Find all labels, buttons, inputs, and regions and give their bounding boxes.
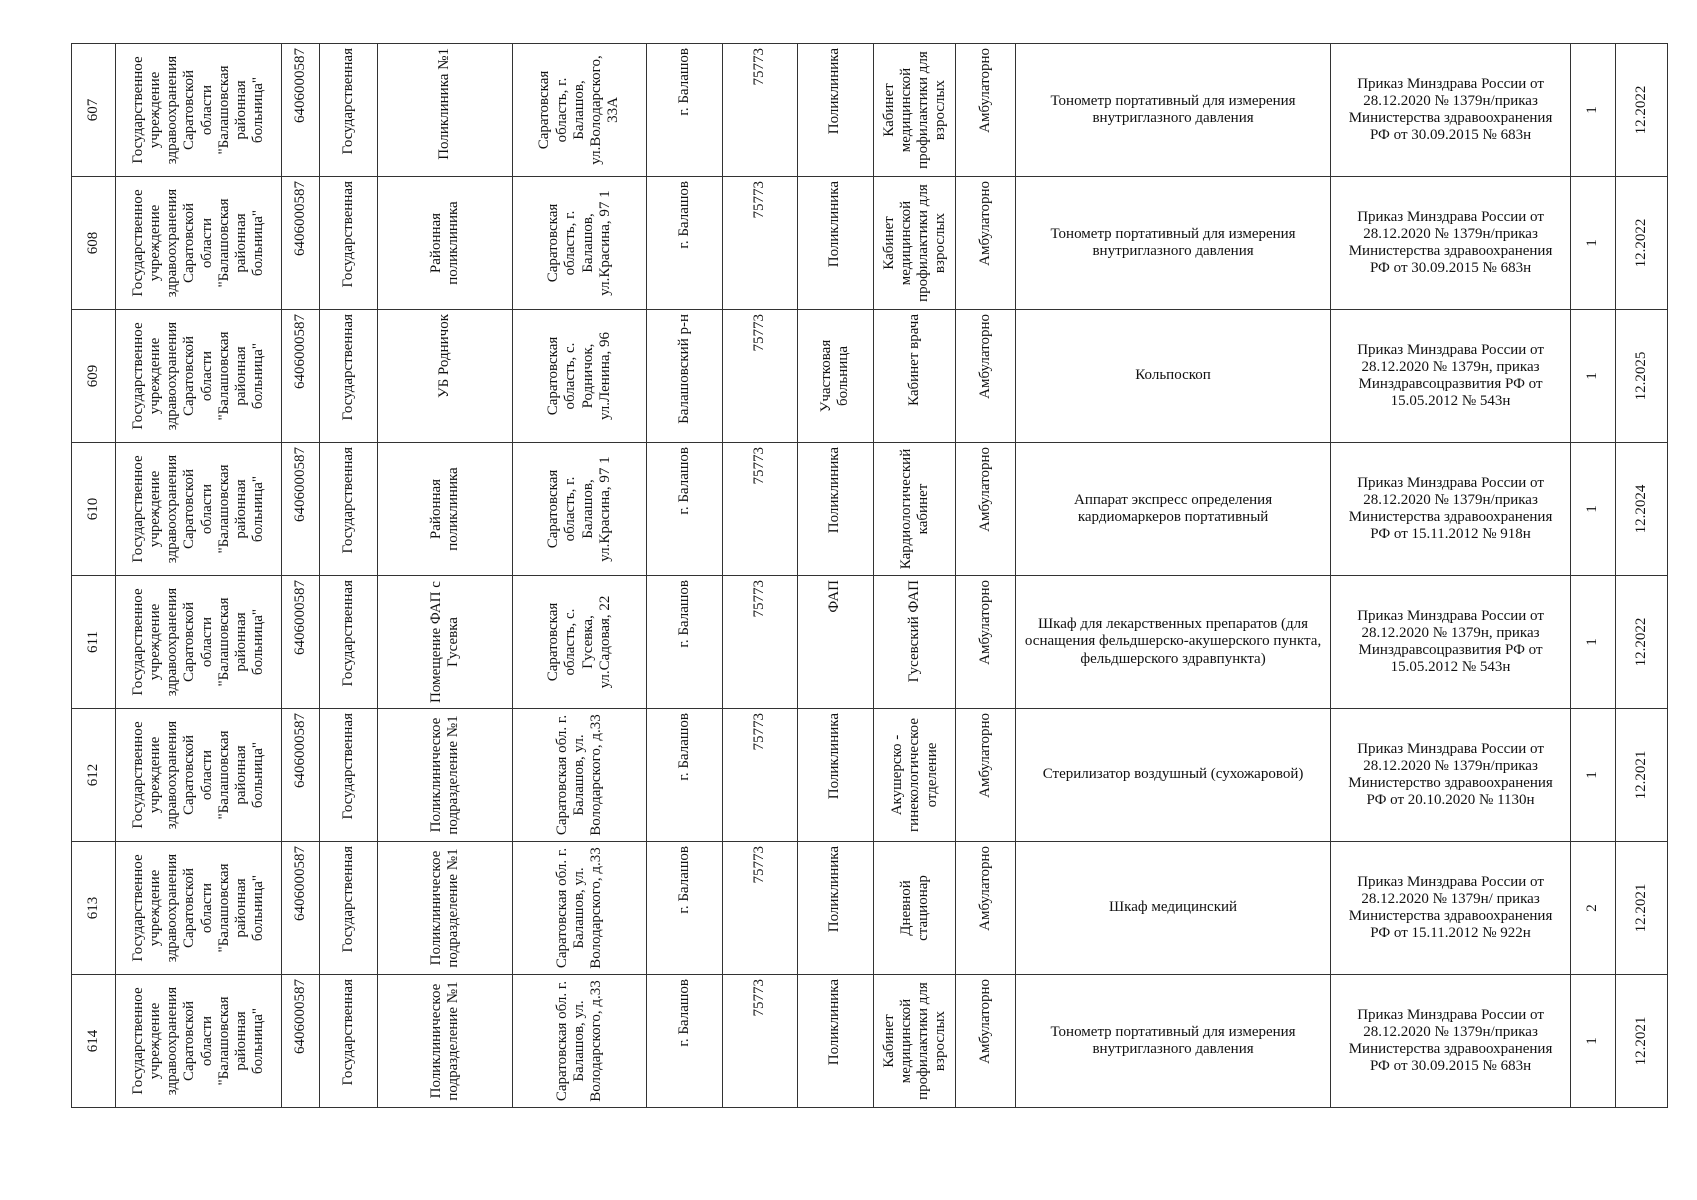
cell-org-text: Государственное учреждение здравоохранения Саратовской области "Балашовская районная больница" <box>129 321 267 431</box>
cell-equipment-text: Аппарат экспресс определения кардиомаркеров портативный <box>1073 491 1273 525</box>
cell-locality <box>646 709 722 842</box>
cell-address-text: Саратовская обл. г. Балашов, ул. Володарского, д.33 <box>553 714 605 836</box>
table-row <box>72 975 1668 1108</box>
cell-locality-text: г. Балашов <box>675 979 692 1047</box>
cell-date <box>1615 177 1667 310</box>
cell-type-text: Поликлиника <box>826 447 843 534</box>
table-row <box>72 576 1668 709</box>
cell-num-text: 611 <box>84 631 101 653</box>
cell-locality-text: г. Балашов <box>675 447 692 515</box>
cell-form-text: Государственная <box>340 314 357 421</box>
cell-num-text: 608 <box>84 231 101 255</box>
cell-locality <box>646 44 722 177</box>
cell-care <box>956 310 1016 443</box>
cell-subdivision-text: Районная поликлиника <box>427 467 462 551</box>
cell-oktmo <box>723 576 798 709</box>
cell-form-text: Государственная <box>340 846 357 953</box>
cell-address <box>513 576 647 709</box>
cell-order <box>1331 709 1570 842</box>
cell-address-text: Саратовская область, с. Гусевка, ул.Садовая, 22 <box>545 595 613 689</box>
cell-order-text: Приказ Минздрава России от 28.12.2020 № 1379н/приказ Министерства здравоохранения РФ от 30.09.2015 № 683н <box>1348 75 1553 144</box>
cell-inn-text: 6406000587 <box>291 48 308 123</box>
cell-department-text: Дневной стационар <box>897 875 931 941</box>
cell-num <box>72 177 116 310</box>
cell-num <box>72 310 116 443</box>
cell-num-text: 612 <box>84 763 101 787</box>
cell-subdivision-text: Поликлиника №1 <box>436 48 453 160</box>
cell-department-text: Гусевский ФАП <box>905 580 922 683</box>
cell-num <box>72 443 116 576</box>
cell-equipment <box>1015 709 1331 842</box>
cell-inn-text: 6406000587 <box>291 314 308 389</box>
cell-qty-text: 1 <box>1584 505 1601 513</box>
cell-inn-text: 6406000587 <box>291 713 308 788</box>
cell-subdivision-text: Поликлиническое подразделение №1 <box>427 981 462 1101</box>
cell-locality-text: г. Балашов <box>675 713 692 781</box>
cell-address <box>513 842 647 975</box>
cell-type-text: Поликлиника <box>826 846 843 933</box>
cell-inn <box>282 177 320 310</box>
cell-oktmo <box>723 443 798 576</box>
cell-date <box>1615 709 1667 842</box>
cell-order <box>1331 975 1570 1108</box>
cell-address <box>513 177 647 310</box>
cell-department-text: Кабинет медицинской профилактики для взрослых <box>880 51 948 169</box>
cell-org-text: Государственное учреждение здравоохранения Саратовской области "Балашовская районная больница" <box>129 587 267 697</box>
cell-care-text: Амбулаторно <box>977 979 994 1064</box>
cell-inn <box>282 709 320 842</box>
cell-address <box>513 975 647 1108</box>
cell-inn <box>282 310 320 443</box>
cell-qty-text: 1 <box>1584 638 1601 646</box>
cell-locality-text: Балашовский р-н <box>675 314 692 424</box>
cell-org <box>115 44 281 177</box>
cell-inn-text: 6406000587 <box>291 979 308 1054</box>
cell-type-text: Участковая больница <box>818 339 852 413</box>
cell-oktmo <box>723 975 798 1108</box>
cell-inn-text: 6406000587 <box>291 447 308 522</box>
cell-locality <box>646 842 722 975</box>
cell-inn <box>282 576 320 709</box>
cell-form-text: Государственная <box>340 580 357 687</box>
cell-equipment-text: Тонометр портативный для измерения внутриглазного давления <box>1050 1023 1296 1057</box>
cell-subdivision-text: Поликлиническое подразделение №1 <box>427 715 462 835</box>
cell-type <box>798 44 873 177</box>
cell-qty <box>1570 842 1615 975</box>
cell-oktmo-text: 75773 <box>751 48 768 86</box>
cell-org-text: Государственное учреждение здравоохранения Саратовской области "Балашовская районная больница" <box>129 55 267 165</box>
cell-order <box>1331 44 1570 177</box>
cell-form-text: Государственная <box>340 48 357 155</box>
cell-org-text: Государственное учреждение здравоохранения Саратовской области "Балашовская районная больница" <box>129 853 267 963</box>
cell-qty <box>1570 310 1615 443</box>
cell-qty-text: 1 <box>1584 372 1601 380</box>
cell-date <box>1615 975 1667 1108</box>
cell-num-text: 607 <box>84 98 101 122</box>
cell-form-text: Государственная <box>340 181 357 288</box>
table-body <box>72 44 1668 1108</box>
table-row <box>72 44 1668 177</box>
cell-subdivision <box>378 44 513 177</box>
table-row <box>72 709 1668 842</box>
cell-order-text: Приказ Минздрава России от 28.12.2020 № 1379н/приказ Министерства здравоохранения РФ от 15.11.2012 № 918н <box>1348 474 1553 543</box>
cell-oktmo <box>723 44 798 177</box>
cell-form <box>319 709 378 842</box>
cell-locality-text: г. Балашов <box>675 181 692 249</box>
cell-org-text: Государственное учреждение здравоохранения Саратовской области "Балашовская районная больница" <box>129 986 267 1096</box>
cell-form-text: Государственная <box>340 447 357 554</box>
cell-equipment-text: Стерилизатор воздушный (сухожаровой) <box>1042 766 1304 783</box>
cell-type-text: Поликлиника <box>826 979 843 1066</box>
cell-department <box>873 44 956 177</box>
cell-equipment <box>1015 842 1331 975</box>
cell-num <box>72 975 116 1108</box>
cell-department <box>873 576 956 709</box>
table-row <box>72 310 1668 443</box>
cell-address-text: Саратовская область, г. Балашов, ул.Володарского, 33А <box>536 55 622 165</box>
cell-form-text: Государственная <box>340 979 357 1086</box>
cell-org <box>115 975 281 1108</box>
table-row <box>72 177 1668 310</box>
cell-department <box>873 177 956 310</box>
cell-inn <box>282 975 320 1108</box>
cell-org <box>115 842 281 975</box>
cell-num <box>72 576 116 709</box>
cell-equipment <box>1015 576 1331 709</box>
cell-care <box>956 44 1016 177</box>
cell-locality <box>646 443 722 576</box>
cell-type-text: Поликлиника <box>826 181 843 268</box>
cell-subdivision-text: Районная поликлиника <box>427 201 462 285</box>
cell-date-text: 12.2022 <box>1632 218 1649 268</box>
cell-order <box>1331 443 1570 576</box>
cell-qty <box>1570 576 1615 709</box>
cell-date-text: 12.2021 <box>1632 750 1649 800</box>
cell-subdivision <box>378 842 513 975</box>
cell-qty-text: 2 <box>1584 904 1601 912</box>
cell-address-text: Саратовская обл. г. Балашов, ул. Володарского, д.33 <box>553 980 605 1102</box>
cell-date-text: 12.2022 <box>1632 85 1649 135</box>
cell-equipment <box>1015 177 1331 310</box>
cell-locality-text: г. Балашов <box>675 48 692 116</box>
cell-org <box>115 310 281 443</box>
cell-locality <box>646 177 722 310</box>
cell-address-text: Саратовская обл. г. Балашов, ул. Володарского, д.33 <box>553 847 605 969</box>
cell-oktmo <box>723 177 798 310</box>
cell-care <box>956 709 1016 842</box>
cell-form <box>319 177 378 310</box>
cell-date-text: 12.2022 <box>1632 617 1649 667</box>
cell-department-text: Кабинет медицинской профилактики для взрослых <box>880 982 948 1100</box>
cell-locality <box>646 576 722 709</box>
cell-oktmo-text: 75773 <box>751 846 768 884</box>
cell-num-text: 610 <box>84 497 101 521</box>
cell-department <box>873 310 956 443</box>
cell-subdivision <box>378 443 513 576</box>
cell-order-text: Приказ Минздрава России от 28.12.2020 № 1379н/приказ Министерства здравоохранения РФ от 30.09.2015 № 683н <box>1348 1006 1553 1075</box>
cell-qty <box>1570 44 1615 177</box>
cell-num-text: 614 <box>84 1029 101 1053</box>
cell-date <box>1615 842 1667 975</box>
cell-form <box>319 443 378 576</box>
cell-order <box>1331 576 1570 709</box>
cell-date <box>1615 576 1667 709</box>
cell-care-text: Амбулаторно <box>977 314 994 399</box>
cell-type <box>798 443 873 576</box>
cell-subdivision <box>378 576 513 709</box>
cell-order <box>1331 177 1570 310</box>
cell-department-text: Кардиологический кабинет <box>897 448 931 570</box>
cell-type-text: Поликлиника <box>826 713 843 800</box>
cell-org <box>115 709 281 842</box>
cell-department <box>873 842 956 975</box>
cell-equipment <box>1015 443 1331 576</box>
cell-org <box>115 177 281 310</box>
cell-oktmo-text: 75773 <box>751 580 768 618</box>
cell-locality <box>646 310 722 443</box>
cell-equipment-text: Шкаф медицинский <box>1109 899 1238 916</box>
cell-qty-text: 1 <box>1584 106 1601 114</box>
cell-qty-text: 1 <box>1584 771 1601 779</box>
cell-date-text: 12.2025 <box>1632 351 1649 401</box>
cell-department-text: Кабинет врача <box>905 314 922 406</box>
cell-form <box>319 975 378 1108</box>
cell-care <box>956 443 1016 576</box>
cell-date <box>1615 44 1667 177</box>
cell-type <box>798 842 873 975</box>
cell-address <box>513 443 647 576</box>
cell-oktmo-text: 75773 <box>751 447 768 485</box>
cell-equipment-text: Тонометр портативный для измерения внутриглазного давления <box>1050 225 1296 259</box>
cell-form <box>319 310 378 443</box>
cell-address <box>513 44 647 177</box>
cell-inn <box>282 44 320 177</box>
cell-qty <box>1570 177 1615 310</box>
cell-department <box>873 443 956 576</box>
cell-locality-text: г. Балашов <box>675 846 692 914</box>
cell-address-text: Саратовская область, г. Балашов, ул.Красина, 97 1 <box>545 456 613 562</box>
cell-care-text: Амбулаторно <box>977 447 994 532</box>
cell-form-text: Государственная <box>340 713 357 820</box>
cell-oktmo <box>723 842 798 975</box>
cell-type <box>798 709 873 842</box>
cell-care-text: Амбулаторно <box>977 48 994 133</box>
cell-care-text: Амбулаторно <box>977 713 994 798</box>
table-row <box>72 842 1668 975</box>
cell-qty <box>1570 443 1615 576</box>
cell-care <box>956 842 1016 975</box>
cell-equipment-text: Тонометр портативный для измерения внутриглазного давления <box>1050 92 1296 126</box>
cell-inn-text: 6406000587 <box>291 846 308 921</box>
cell-inn <box>282 842 320 975</box>
cell-subdivision-text: Помещение ФАП с Гусевка <box>427 581 462 703</box>
cell-oktmo <box>723 709 798 842</box>
cell-address <box>513 709 647 842</box>
cell-care <box>956 975 1016 1108</box>
cell-type-text: ФАП <box>826 580 843 613</box>
cell-equipment <box>1015 310 1331 443</box>
cell-num <box>72 842 116 975</box>
cell-form <box>319 842 378 975</box>
cell-form <box>319 44 378 177</box>
cell-org-text: Государственное учреждение здравоохранения Саратовской области "Балашовская районная больница" <box>129 188 267 298</box>
cell-subdivision <box>378 310 513 443</box>
cell-order-text: Приказ Минздрава России от 28.12.2020 № 1379н/ приказ Министерства здравоохранения РФ от 15.11.2012 № 922н <box>1348 873 1553 942</box>
cell-equipment-text: Кольпоскоп <box>1135 367 1211 384</box>
cell-order-text: Приказ Минздрава России от 28.12.2020 № 1379н/приказ Министерства здравоохранения РФ от 30.09.2015 № 683н <box>1348 208 1553 277</box>
cell-org <box>115 576 281 709</box>
cell-date <box>1615 443 1667 576</box>
cell-type <box>798 576 873 709</box>
cell-care <box>956 177 1016 310</box>
cell-department-text: Акушерско - гинекологическое отделение <box>888 718 940 832</box>
cell-order <box>1331 310 1570 443</box>
cell-qty-text: 1 <box>1584 1037 1601 1045</box>
cell-address <box>513 310 647 443</box>
cell-equipment <box>1015 44 1331 177</box>
cell-address-text: Саратовская область, с. Родничок, ул.Ленина, 96 <box>545 331 613 421</box>
cell-inn-text: 6406000587 <box>291 580 308 655</box>
cell-order-text: Приказ Минздрава России от 28.12.2020 № 1379н, приказ Минздравсоцразвития РФ от 15.05.2012 № 543н <box>1357 607 1544 676</box>
cell-subdivision <box>378 709 513 842</box>
cell-type <box>798 310 873 443</box>
cell-subdivision <box>378 975 513 1108</box>
table-row <box>72 443 1668 576</box>
cell-form <box>319 576 378 709</box>
cell-type <box>798 975 873 1108</box>
cell-locality-text: г. Балашов <box>675 580 692 648</box>
cell-inn <box>282 443 320 576</box>
cell-order-text: Приказ Минздрава России от 28.12.2020 № 1379н, приказ Минздравсоцразвития РФ от 15.05.2012 № 543н <box>1357 341 1544 410</box>
cell-num <box>72 44 116 177</box>
cell-order-text: Приказ Минздрава России от 28.12.2020 № 1379н/приказ Министерство здравоохранения РФ от 20.10.2020 № 1130н <box>1348 740 1553 809</box>
cell-subdivision-text: УБ Родничок <box>436 314 453 399</box>
cell-qty <box>1570 709 1615 842</box>
cell-department <box>873 709 956 842</box>
cell-subdivision <box>378 177 513 310</box>
cell-date-text: 12.2021 <box>1632 1016 1649 1066</box>
cell-type <box>798 177 873 310</box>
cell-department <box>873 975 956 1108</box>
cell-oktmo-text: 75773 <box>751 979 768 1017</box>
cell-oktmo-text: 75773 <box>751 181 768 219</box>
cell-order <box>1331 842 1570 975</box>
cell-care-text: Амбулаторно <box>977 181 994 266</box>
cell-equipment-text: Шкаф для лекарственных препаратов (для оснащения фельдшерско-акушерского пункта, фельдшерского здравпункта) <box>1024 616 1322 667</box>
cell-oktmo-text: 75773 <box>751 314 768 352</box>
cell-qty-text: 1 <box>1584 239 1601 247</box>
cell-date-text: 12.2021 <box>1632 883 1649 933</box>
cell-date-text: 12.2024 <box>1632 484 1649 534</box>
equipment-table <box>71 43 1668 1108</box>
cell-department-text: Кабинет медицинской профилактики для взрослых <box>880 184 948 302</box>
cell-inn-text: 6406000587 <box>291 181 308 256</box>
cell-equipment <box>1015 975 1331 1108</box>
cell-qty <box>1570 975 1615 1108</box>
cell-org-text: Государственное учреждение здравоохранения Саратовской области "Балашовская районная больница" <box>129 454 267 564</box>
cell-subdivision-text: Поликлиническое подразделение №1 <box>427 848 462 968</box>
cell-num-text: 613 <box>84 896 101 920</box>
cell-org-text: Государственное учреждение здравоохранения Саратовской области "Балашовская районная больница" <box>129 720 267 830</box>
cell-care-text: Амбулаторно <box>977 846 994 931</box>
cell-care <box>956 576 1016 709</box>
cell-num-text: 609 <box>84 364 101 388</box>
cell-date <box>1615 310 1667 443</box>
cell-type-text: Поликлиника <box>826 48 843 135</box>
cell-oktmo-text: 75773 <box>751 713 768 751</box>
cell-oktmo <box>723 310 798 443</box>
cell-num <box>72 709 116 842</box>
cell-org <box>115 443 281 576</box>
cell-care-text: Амбулаторно <box>977 580 994 665</box>
cell-address-text: Саратовская область, г. Балашов, ул.Красина, 97 1 <box>545 190 613 296</box>
cell-locality <box>646 975 722 1108</box>
